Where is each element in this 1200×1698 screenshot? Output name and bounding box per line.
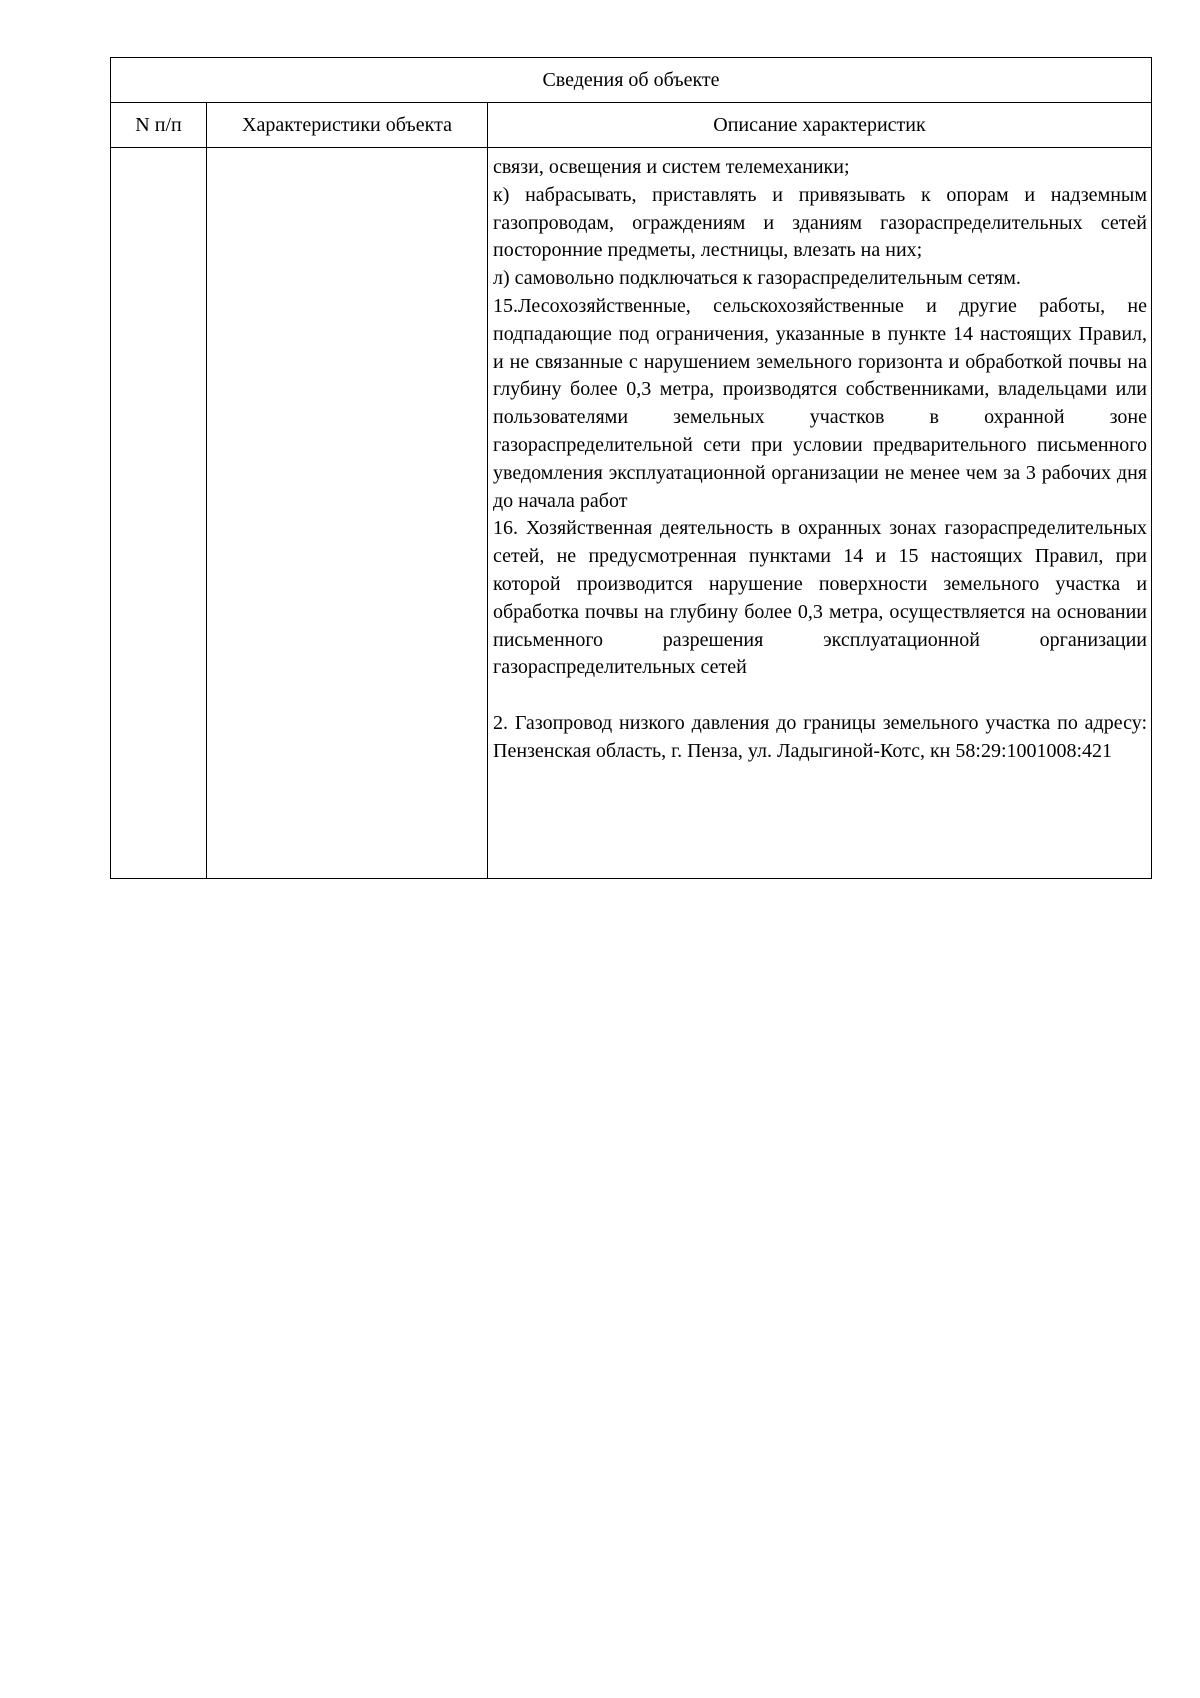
column-header-characteristics: Характеристики объекта <box>207 103 488 148</box>
row-description-cell <box>488 148 1152 879</box>
table-row <box>111 148 1152 879</box>
row-num-cell <box>111 148 207 879</box>
description-paragraph: л) самовольно подключаться к газораспределительным сетям. <box>493 267 1021 290</box>
description-paragraph: 2. Газопровод низкого давления до границы земельного участка по адресу: Пензенская область, г. Пенза, ул. Ладыгиной-Котс, кн 58:29:1001008:421 <box>493 711 1148 762</box>
table-title: Сведения об объекте <box>111 58 1152 103</box>
table-title-row <box>111 58 1152 103</box>
object-info-table <box>110 57 1152 879</box>
column-header-num: N п/п <box>111 103 207 148</box>
table-header-row <box>111 103 1152 148</box>
row-characteristics-cell <box>207 148 488 879</box>
description-paragraph: 15.Лесохозяйственные, сельскохозяйственные и другие работы, не подпадающие под ограничения, указанные в пункте 14 настоящих Правил, и не связанные с нарушением земельного горизонта и обработкой почвы на глубину более 0,3 метра, производятся собственниками, владельцами или пользователями земельных участков в охранной зоне газораспределительной сети при условии предварительного письменного уведомления эксплуатационной организации не менее чем за 3 рабочих дня до начала работ <box>493 294 1148 512</box>
column-header-description: Описание характеристик <box>488 103 1152 148</box>
description-paragraph: связи, освещения и систем телемеханики; <box>493 156 850 178</box>
description-paragraph: к) набрасывать, приставлять и привязывать к опорам и надземным газопроводам, ограждениям и зданиям газораспределительных сетей посторонние предметы, лестницы, влезать на них; <box>493 183 1148 262</box>
description-paragraph: 16. Хозяйственная деятельность в охранных зонах газораспределительных сетей, не предусмотренная пунктами 14 и 15 настоящих Правил, при которой производится нарушение поверхности земельного участка и обработка почвы на глубину более 0,3 метра, осуществляется на основании письменного разрешения эксплуатационной организации газораспределительных сетей <box>493 517 1148 679</box>
